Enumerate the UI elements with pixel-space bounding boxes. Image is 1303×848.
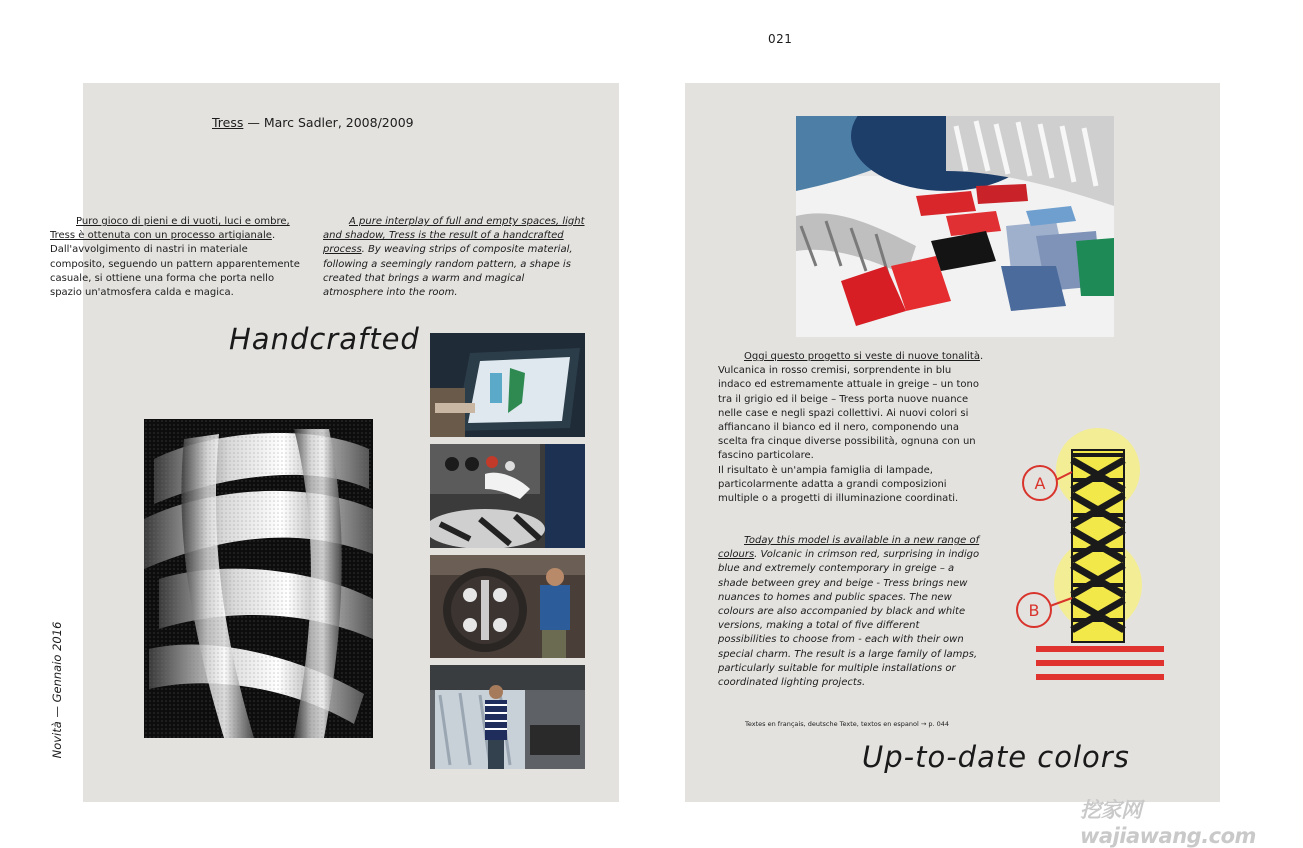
- design-tablet-photo: [430, 333, 585, 437]
- body-english-rest: . Volcanic in crimson red, surprising in indigo blue and extremely contemporary in greige – a shade between grey and beige - Tress brings new nuances to homes and public spaces. The new colours are also accompanied by black and white versions, making a total of five different possibilities to choose from - each with their own special charm. The result is a large family of lamps, particularly suitable for multiple installations or coordinated lighting projects.: [718, 549, 980, 689]
- body-italian-underlined: Oggi questo progetto si veste di nuove tonalità: [744, 351, 980, 362]
- body-text-english: [718, 534, 980, 690]
- sketch-label-a: A: [1034, 474, 1046, 493]
- body-italian-rest: . Vulcanica in rosso cremisi, sorprendente in blu indaco ed estremamente attuale in greige – un tono tra il grigio ed il beige – Tress porta nuove nuance nelle case e negli spazi collettivi. Ai nuovi colori si affiancano il bianco ed il nero, componendo una scelta fra cinque diverse possibilità, ognuna con un fascino particolare.: [718, 351, 984, 462]
- sketch-label-b: B: [1028, 601, 1040, 620]
- intro-text-italian: [50, 215, 305, 300]
- headline-handcrafted: Handcrafted: [229, 322, 420, 356]
- translations-note: Textes en français, deutsche Texte, textos en espanol → p. 044: [745, 720, 950, 728]
- article-title: [212, 115, 414, 130]
- factory-worker-photo: [430, 555, 585, 658]
- product-name: Tress: [212, 115, 244, 130]
- tress-lamp-photo: [144, 419, 373, 738]
- page-number: 021: [768, 32, 793, 46]
- site-watermark: 挖家网 wajiawang.com: [1080, 798, 1256, 848]
- headline-colors: Up-to-date colors: [862, 740, 1130, 774]
- warehouse-photo: [430, 665, 585, 769]
- intro-italian-rest: . Dall'avvolgimento di nastri in materiale composito, seguendo un pattern apparentemente casuale, si ottiene una forma che porta nello spazio un'atmosfera calda e magica.: [50, 230, 300, 299]
- intro-text-english: [323, 215, 585, 300]
- body-english-underlined: Today this model is available in a new range of colours: [718, 535, 980, 561]
- lamp-sketch-illustration: [1010, 420, 1170, 692]
- intro-english-underlined: A pure interplay of full and empty spaces, light and shadow, Tress is the result of a handcrafted process: [323, 216, 585, 256]
- body-text-italian: [718, 350, 986, 506]
- issue-label: Novità — Gennaio 2016: [50, 621, 64, 759]
- intro-english-rest: . By weaving strips of composite material, following a seemingly random pattern, a shape is created that brings a warm and magical atmosphere into the room.: [323, 244, 573, 299]
- intro-italian-underlined: Puro gioco di pieni e di vuoti, luci e ombre, Tress è ottenuta con un processo artigianale: [50, 216, 290, 242]
- color-samples-photo: [796, 116, 1114, 337]
- designer-year: — Marc Sadler, 2008/2009: [243, 115, 414, 130]
- machine-controls-photo: [430, 444, 585, 548]
- body-italian-second: Il risultato è un'ampia famiglia di lampade, particolarmente adatta a grandi composizioni multiple o a progetti di illuminazione coordinati.: [718, 464, 959, 505]
